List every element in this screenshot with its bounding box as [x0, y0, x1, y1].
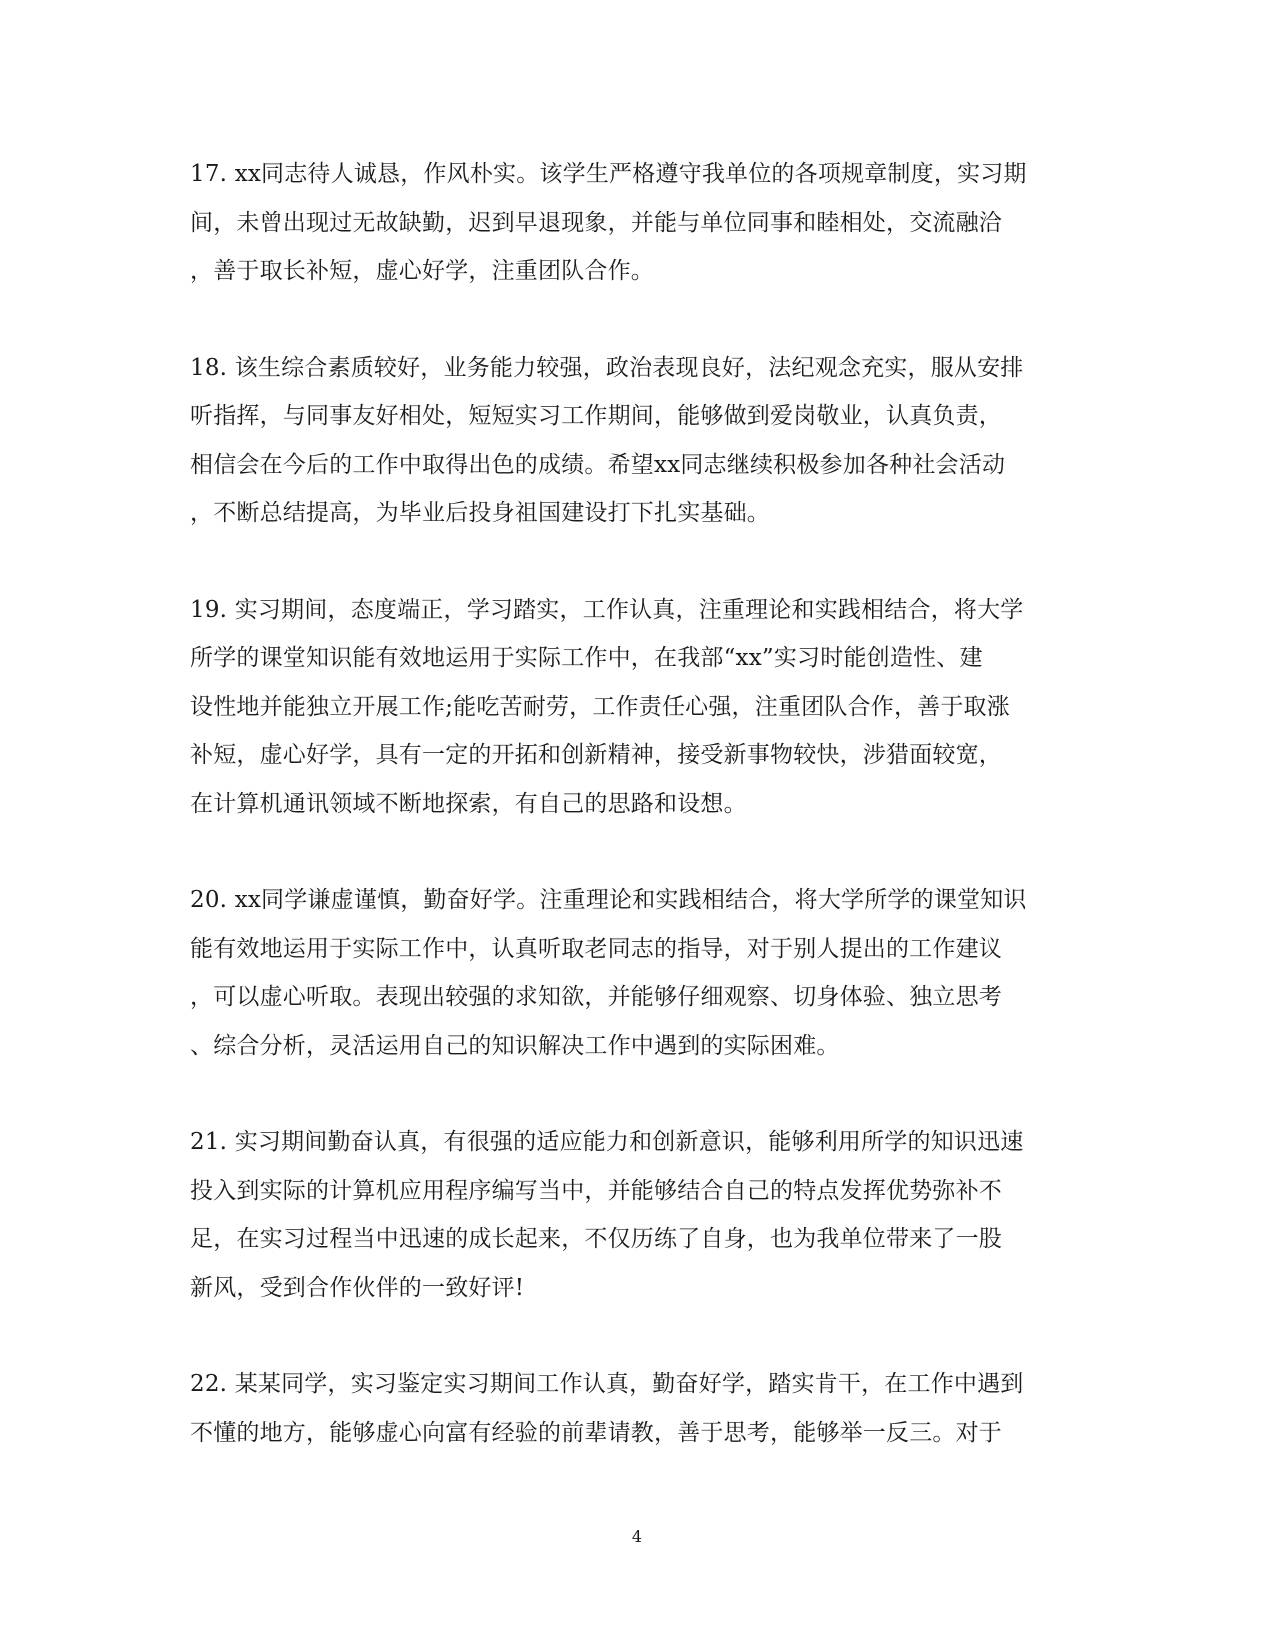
text-line: 听指挥，与同事友好相处，短短实习工作期间，能够做到爱岗敬业，认真负责， [190, 403, 1002, 429]
text-line: 补短，虚心好学，具有一定的开拓和创新精神，接受新事物较快，涉猎面较宽， [190, 742, 1002, 768]
document-body [190, 150, 1090, 1505]
text-line: 间，未曾出现过无故缺勤，迟到早退现象，并能与单位同事和睦相处，交流融洽 [190, 209, 1002, 236]
text-line: 19. 实习期间，态度端正，学习踏实，工作认真，注重理论和实践相结合，将大学 [190, 596, 1024, 623]
text-line: 设性地并能独立开展工作;能吃苦耐劳，工作责任心强，注重团队合作，善于取涨 [190, 693, 1010, 720]
text-line: 20. xx同学谦虚谨慎，勤奋好学。注重理论和实践相结合，将大学所学的课堂知识 [190, 887, 1027, 913]
text-line: ，不断总结提高，为毕业后投身祖国建设打下扎实基础。 [190, 500, 770, 526]
text-line: 21. 实习期间勤奋认真，有很强的适应能力和创新意识，能够利用所学的知识迅速 [190, 1129, 1024, 1155]
text-line: 所学的课堂知识能有效地运用于实际工作中，在我部“xx”实习时能创造性、建 [190, 645, 983, 671]
paragraph [190, 1118, 1090, 1312]
text-line: 不懂的地方，能够虚心向富有经验的前辈请教，善于思考，能够举一反三。对于 [190, 1419, 1002, 1446]
paragraph [190, 876, 1090, 1070]
text-line: 相信会在今后的工作中取得出色的成绩。希望xx同志继续积极参加各种社会活动 [190, 451, 1006, 478]
text-line: 、综合分析，灵活运用自己的知识解决工作中遇到的实际困难。 [190, 1032, 840, 1059]
text-line: 能有效地运用于实际工作中，认真听取老同志的指导，对于别人提出的工作建议 [190, 935, 1002, 962]
text-line: 17. xx同志待人诚恳，作风朴实。该学生严格遵守我单位的各项规章制度，实习期 [190, 161, 1027, 187]
text-line: ，可以虚心听取。表现出较强的求知欲，并能够仔细观察、切身体验、独立思考 [190, 984, 1002, 1010]
text-line: 投入到实际的计算机应用程序编写当中，并能够结合自己的特点发挥优势弥补不 [190, 1177, 1002, 1204]
paragraph [190, 1360, 1090, 1457]
text-line: 在计算机通讯领域不断地探索，有自己的思路和设想。 [190, 790, 747, 817]
paragraph [190, 344, 1090, 538]
paragraph [190, 150, 1090, 296]
paragraph [190, 586, 1090, 829]
text-line: 18. 该生综合素质较好，业务能力较强，政治表现良好，法纪观念充实，服从安排 [190, 354, 1024, 381]
text-line: ，善于取长补短，虚心好学，注重团队合作。 [190, 258, 654, 284]
text-line: 22. 某某同学，实习鉴定实习期间工作认真，勤奋好学，踏实肯干，在工作中遇到 [190, 1371, 1024, 1397]
page-number: 4 [631, 1527, 643, 1546]
text-line: 新风，受到合作伙伴的一致好评! [190, 1274, 525, 1301]
text-line: 足，在实习过程当中迅速的成长起来，不仅历练了自身，也为我单位带来了一股 [190, 1226, 1002, 1252]
